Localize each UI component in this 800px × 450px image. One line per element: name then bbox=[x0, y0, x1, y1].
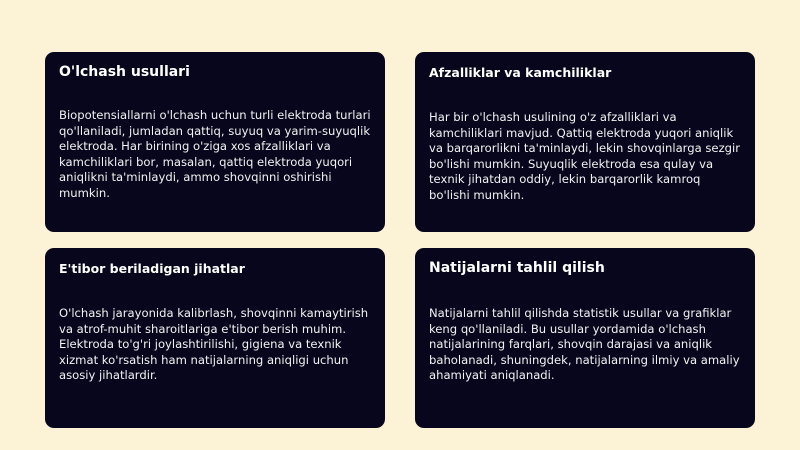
card-results-analysis bbox=[415, 248, 755, 428]
card-title: E'tibor beriladigan jihatlar bbox=[59, 261, 245, 276]
card-body: O'lchash jarayonida kalibrlash, shovqinni kamaytirish va atrof-muhit sharoitlariga e'tibor berish muhim. Elektroda to'g'ri joylashtirilishi, gigiena va texnik xizmat ko'rsatish ham natijalarning aniqligi uchun asosiy jihatlardir. bbox=[59, 306, 369, 383]
card-body: Biopotensiallarni o'lchash uchun turli elektroda turlari qo'llaniladi, jumladan qattiq, suyuq va yarim-suyuqlik elektroda. Har birining o'ziga xos afzalliklari va kamchiliklari bor, masalan, qattiq elektroda yuqori aniqlikni ta'minlaydi, ammo shovqinni oshirishi mumkin. bbox=[59, 108, 371, 200]
card-measurement-methods bbox=[45, 52, 385, 232]
card-title: Afzalliklar va kamchiliklar bbox=[429, 65, 612, 80]
card-key-considerations bbox=[45, 248, 385, 428]
card-title: Natijalarni tahlil qilish bbox=[429, 260, 605, 276]
card-pros-cons bbox=[415, 52, 755, 232]
card-body: Natijalarni tahlil qilishda statistik usullar va grafiklar keng qo'llaniladi. Bu usullar yordamida o'lchash natijalarining farqlari, shovqin darajasi va aniqlik baholanadi, shuningdek, natijalarning ilmiy va amaliy ahamiyati aniqlanadi. bbox=[429, 306, 740, 383]
card-title: O'lchash usullari bbox=[59, 64, 190, 80]
card-body: Har bir o'lchash usulining o'z afzalliklari va kamchiliklari mavjud. Qattiq elektroda yuqori aniqlik va barqarorlikni ta'minlaydi, lekin shovqinlarga sezgir bo'lishi mumkin. Suyuqlik elektroda esa qulay va texnik jihatdan oddiy, lekin barqarorlik kamroq bo'lishi mumkin. bbox=[429, 110, 740, 202]
